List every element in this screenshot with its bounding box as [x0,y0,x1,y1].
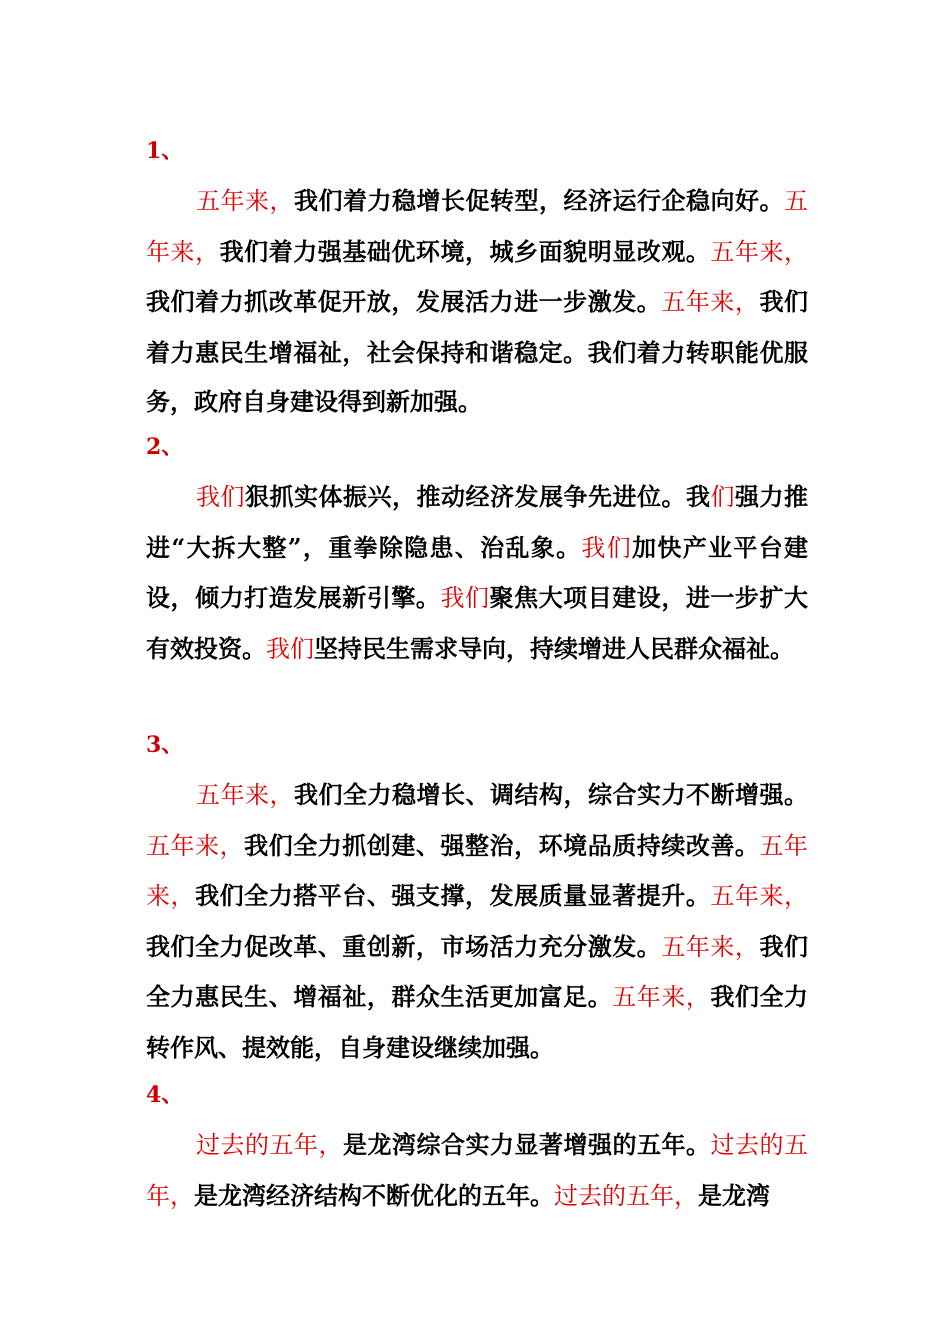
highlight-text: 五年来， [196,781,294,809]
body-text: 我们全力促改革、重创新，市场活力充分激发。 [146,931,662,961]
body-text: 我们着力惠民生增福祉，社会保持和谐稳定。我们着力转职能优服务，政府自身建设得到新加强。 [146,287,809,416]
section-number: 4、 [146,1082,184,1108]
highlight-text: 五年来， [710,882,809,910]
highlight-text: 五年来， [661,288,760,316]
section-number: 2、 [146,434,184,460]
highlight-text: 我们 [581,533,633,562]
section-paragraph [146,770,808,1072]
body-text: 加快产业平台建设，倾力打造发展新引擎。 [146,532,809,612]
section-paragraph [146,176,808,427]
highlight-text: 过去的五年， [554,1181,698,1210]
highlight-text: 五年来， [146,831,245,860]
section-paragraph [146,472,808,674]
section-number: 1、 [146,138,184,164]
highlight-text: 五年来， [661,932,760,961]
highlight-text: 我们 [440,584,490,612]
body-text: 是龙湾 [698,1180,770,1210]
body-text: 我们着力抓改革促开放，发展活力进一步激发。 [146,287,662,316]
body-text: 我们全力转作风、提效能，自身建设继续加强。 [146,982,809,1062]
body-text: 狠抓实体振兴，推动经济发展争先进位。我 [245,482,711,511]
highlight-text: 过去的五年， [196,1131,343,1159]
body-text: 我们全力惠民生、增福祉，群众生活更加富足。 [146,931,809,1011]
highlight-text: 五年来， [146,831,809,910]
body-text: 强力推进“大拆大整”，重拳除隐患、治乱象。 [146,482,808,562]
body-text: 我们着力稳增长促转型，经济运行企稳向好。 [294,186,784,215]
highlight-text: 五年来， [612,983,711,1011]
highlight-text: 我们 [196,483,245,511]
body-text: 我们全力抓创建、强整治，环境品质持续改善。 [244,830,760,860]
body-text: 我们全力稳增长、调结构，综合实力不断增强。 [294,780,808,809]
body-text: 聚焦大项目建设，进一步扩大有效投资。 [146,583,809,663]
body-text: 是龙湾综合实力显著增强的五年。 [343,1130,711,1159]
section-number: 3、 [146,732,184,758]
highlight-text: 五年来， [710,237,809,266]
highlight-text: 五年来， [146,187,808,266]
body-text: 我们着力强基础优环境，城乡面貌明显改观。 [219,236,711,266]
body-text: 坚持民生需求导向，持续增进人民群众福祉。 [314,633,794,663]
body-text: 是龙湾经济结构不断优化的五年。 [194,1180,554,1210]
highlight-text: 我们 [266,634,314,663]
highlight-text: 们 [710,483,735,511]
body-text: 我们全力搭平台、强支撑，发展质量显著提升。 [195,881,711,910]
highlight-text: 五年来， [196,187,294,215]
section-paragraph [146,1120,808,1221]
highlight-text: 过去的五年， [146,1131,808,1210]
